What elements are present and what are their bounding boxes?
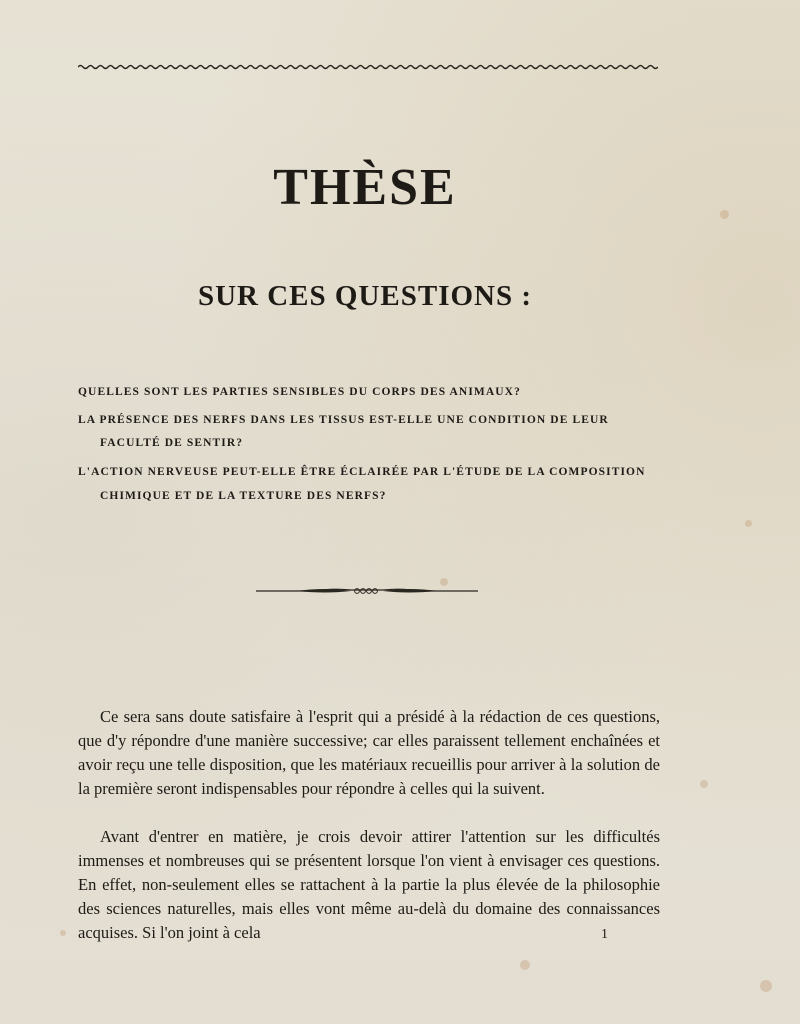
page-title: THÈSE	[273, 159, 457, 216]
foxing-spot	[745, 520, 752, 527]
body-paragraph-1: Ce sera sans doute satisfaire à l'esprit qui a présidé à la rédaction de ces questions, que d'y répondre d'une manière successive; car elles paraissent tellement enchaînées et avoir reçu une telle disposition, que les matériaux recueillis pour arriver à la solution de la première seront indispensables pour répondre à celles qui la suivent.	[78, 706, 660, 798]
ornamental-divider	[256, 584, 478, 598]
question-1: QUELLES SONT LES PARTIES SENSIBLES DU CORPS DES ANIMAUX?	[78, 386, 521, 398]
question-3-line-2: CHIMIQUE ET DE LA TEXTURE DES NERFS?	[100, 490, 387, 502]
question-2-line-1: LA PRÉSENCE DES NERFS DANS LES TISSUS EST-ELLE UNE CONDITION DE LEUR	[78, 414, 609, 426]
top-wavy-rule	[78, 64, 658, 70]
page-subtitle: SUR CES QUESTIONS :	[197, 280, 533, 312]
foxing-spot	[760, 980, 772, 992]
question-3-line-1: L'ACTION NERVEUSE PEUT-ELLE ÊTRE ÉCLAIRÉE PAR L'ÉTUDE DE LA COMPOSITION	[78, 466, 646, 478]
question-2-line-2: FACULTÉ DE SENTIR?	[100, 437, 244, 449]
page-number: 1	[601, 927, 608, 942]
foxing-spot	[700, 780, 708, 788]
foxing-spot	[60, 930, 66, 936]
foxing-spot	[520, 960, 530, 970]
body-paragraph-2: Avant d'entrer en matière, je crois devoir attirer l'attention sur les difficultés immenses et nombreuses qui se présentent lorsque l'on vient à envisager ces questions. En effet, non-seulement elles se rattachent à la partie la plus élevée de la philosophie des sciences naturelles, mais elles vont même au-delà du domaine des connaissances acquises. Si l'on joint à cela	[78, 826, 660, 942]
